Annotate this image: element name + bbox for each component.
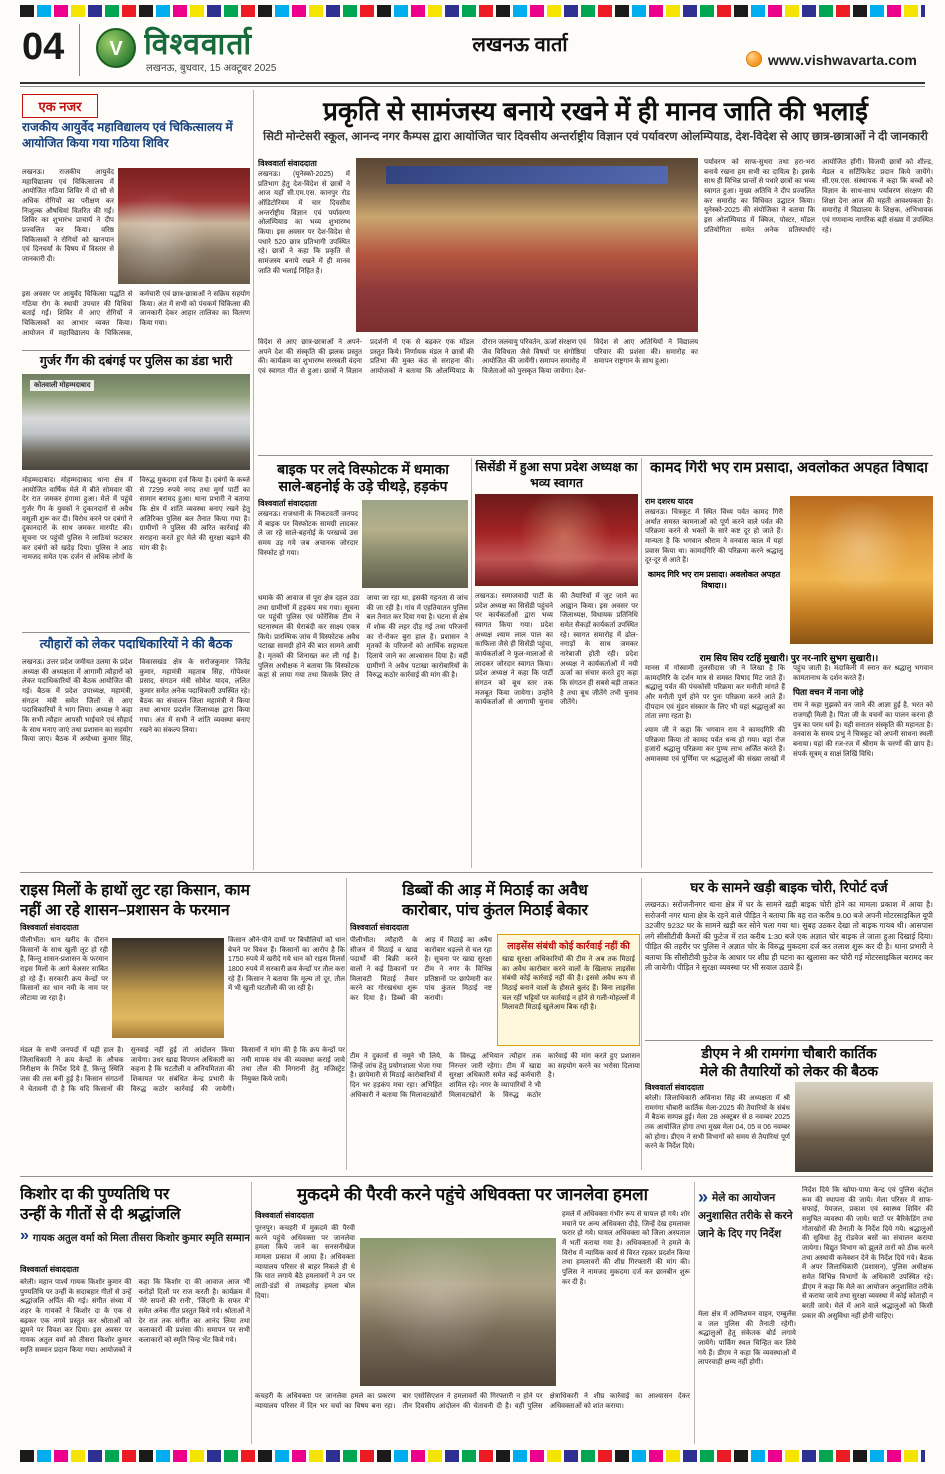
dm-col-narrow: मेला क्षेत्र में अग्निशमन वाहन, एम्बुलेंस व जल पुलिस की तैनाती रहेगी। श्रद्धालुओं हेतु संकेतक बोर्ड लगाये जायेंगे। पार्किंग स्थल चिन्हित कर लिये गये हैं। डीएम ने कहा कि व्यवस्थाओं में लापरवाही क्षम्य नहीं होगी। <box>698 1311 796 1367</box>
dm-byline: विश्ववार्ता संवाददाता <box>645 1083 704 1092</box>
dm-bullet-text: मेले का आयोजन अनुशासित तरीके से करने जाने के दिए गए निर्देश <box>698 1192 793 1240</box>
sidebar-story2-photo <box>22 374 250 470</box>
sweets-highlight-body: खाद्य सुरक्षा अधिकारियों की टीम ने अब तक मिठाई का अवैध कारोबार करने वालों के खिलाफ लाइसेंस संबंधी कोई कार्रवाई नहीं की है। इससे अवैध रूप से मिठाई बनाने वालों के हौसले बुलंद हैं। बिना लाइसेंस चल रहीं भट्टियों पर कार्रवाई न होने से गली-मोहल्लों में मिलावटी मिठाई खुलेआम बिक रही है। <box>502 956 635 1012</box>
kamad-intro-block <box>645 508 783 644</box>
rice-byline: विश्ववार्ता संवाददाता <box>20 923 79 932</box>
masthead-dateline: लखनऊ, बुधवार, 15 अक्टूबर 2025 <box>146 63 277 74</box>
sidebar-story1-body: लखनऊ। राजकीय आयुर्वेद महाविद्यालय एवं चिकित्सालय में आयोजित गठिया शिविर में दो सौ से अधिक रोगियों का परीक्षण कर निःशुल्क औषधियां वितरित की गईं। शिविर का शुभारंभ प्राचार्य ने दीप प्रज्वलित कर किया। वरिष्ठ चिकित्सकों ने रोगियों को खानपान एवं दिनचर्या के विषय में विस्तार से जानकारी दी। <box>22 169 114 263</box>
sidebar-story3-body: लखनऊ। उत्तर प्रदेश जमीयत उलमा के प्रदेश अध्यक्ष की अध्यक्षता में आगामी त्यौहारों को लेकर पदाधिकारियों की बैठक आयोजित की गई। बैठक में प्रदेश उपाध्यक्ष, महामंत्री, संगठन मंत्री समेत जिलों से आए पदाधिकारियों ने भाग लिया। अध्यक्ष ने कहा कि सभी त्यौहार आपसी भाईचारे एवं सौहार्द के साथ मनाए जाएं तथा प्रशासन का सहयोग किया जाए। बैठक में अयोध्या कुमार सिंह, विकासखंड क्षेत्र के सरोजकुमार जितेंद्र कुमार, महामंत्री महताब सिंह, गोपेश्वर प्रसाद, संगठन मंत्री सोमेश यादव, ललित कुमार समेत अनेक पदाधिकारी उपस्थित रहे। बैठक का संचालन जिला महामंत्री ने किया तथा आभार प्रदर्शन जिलाध्यक्ष द्वारा किया गया। अंत में सभी ने शांति व्यवस्था बनाए रखने का संकल्प लिया। <box>22 659 250 744</box>
sidebar-story2-body: मोहम्मदाबाद। मोहम्मदाबाद थाना क्षेत्र में आयोजित वार्षिक मेले में बीते सोमवार की देर रात जमकर हंगामा हुआ। मेले में पहुंचे गुर्जर गैंग के युवकों ने दुकानदारों से अवैध वसूली शुरू कर दी। विरोध करने पर दबंगों ने दुकानदारों के साथ जमकर मारपीट की। सूचना पर पहुंची पुलिस ने लाठियां फटकार कर दबंगों को खदेड़ दिया। पुलिस ने आठ नामजद समेत एक दर्जन से अधिक लोगों के विरुद्ध मुकदमा दर्ज किया है। दबंगों के कब्जे से 7299 रुपये नगद तथा मुर्गा पार्टी का सामान बरामद हुआ। थाना प्रभारी ने बताया कि क्षेत्र में शांति व्यवस्था बनाए रखने हेतु अतिरिक्त पुलिस बल तैनात किया गया है। ग्रामीणों ने पुलिस की त्वरित कार्रवाई की सराहना करते हुए मेले की सुरक्षा बढ़ाने की मांग की है। <box>22 477 250 562</box>
dm-headline-2: मेले की तैयारियों को लेकर की बैठक <box>699 1063 878 1079</box>
advocate-bottom: कचहरी के अधिवक्ता पर जानलेवा हमले का प्रकरण न्यायालय परिसर में दिन भर चर्चा का विषय बना रहा। बार एसोसिएशन ने हमलावरों की गिरफ्तारी न होने पर तीन दिवसीय आंदोलन की चेतावनी दी है। वहीं पुलिस क्षेत्राधिकारी ने शीघ्र कार्रवाई का आश्वासन देकर अधिवक्ताओं को शांत कराया। <box>255 1393 690 1410</box>
theft-body: लखनऊ। सरोजनीनगर थाना क्षेत्र में घर के सामने खड़ी बाइक चोरी होने का मामला प्रकाश में आया है। सरोजनी नगर थाना क्षेत्र के रहने वाले पीड़ित ने बताया कि वह रात करीब 9.00 बजे अपनी मोटरसाइकिल यूपी 32जीए 9232 घर के सामने खड़ी कर सोने चला गया था। सुबह उठकर देखा तो बाइक गायब थी। आसपास लगे सीसीटीवी कैमरों की फुटेज में रात करीब 1:30 बजे एक अज्ञात चोर बाइक ले जाता हुआ दिखाई दिया। पीड़ित की तहरीर पर पुलिस ने अज्ञात चोर के विरुद्ध मुकदमा दर्ज कर तलाश शुरू कर दी है। थाना प्रभारी ने बताया कि सीसीटीवी फुटेज के आधार पर शीघ्र ही घटना का खुलासा कर चोरी गई मोटरसाइकिल बरामद कर ली जायेगी। पीड़ित ने सुरक्षा व्यवस्था पर भी सवाल उठाये हैं। <box>645 900 933 972</box>
lead-subhead: सिटी मोन्टेसरी स्कूल, आनन्द नगर कैम्पस द्वारा आयोजित चार दिवसीय अन्तर्राष्ट्रीय विज्ञान एवं पर्यावरण ओलम्पियाड, देश-विदेश से आए छात्र-छात्राओं ने दी जानकारी <box>263 131 928 143</box>
sweets-headline-1: डिब्बों की आड़ में मिठाई का अवैध <box>402 882 588 899</box>
lead-col-left: लखनऊ। (यूनेस्को-2025) में प्रतिभाग हेतु देश-विदेश से छात्रों ने आज यहाँ सी.एम.एस. कानपुर रोड ऑडिटोरियम में चार दिवसीय अन्तर्राष्ट्रीय विज्ञान एवं पर्यावरण ओलम्पियाड का भव्य शुभारम्भ किया। इस अवसर पर देश-विदेश से पधारे 520 छात्र प्रतिभागी उपस्थित रहे। छात्रों ने कहा कि प्रकृति से सामंजस्य बनाये रखने में ही मानव जाति की भलाई निहित है। <box>258 171 350 275</box>
sidebar-story1-headline: राजकीय आयुर्वेद महाविद्यालय एवं चिकित्सालय में आयोजित किया गया गठिया शिविर <box>22 120 233 150</box>
globe-icon <box>746 51 762 67</box>
blast-headline-2: साले-बहनोई के उड़े चीथड़े, हड़कंप <box>278 478 448 494</box>
kamad-body-block <box>645 664 933 866</box>
sweets-byline: विश्ववार्ता संवाददाता <box>350 923 409 932</box>
dm-headline-1: डीएम ने श्री रामगंगा चौबारी कार्तिक <box>701 1045 877 1061</box>
blast-photo <box>362 500 468 588</box>
sidebar-story2-photo-sign: कोतवाली मोहम्मदाबाद <box>30 380 94 391</box>
kishore-bullet-row <box>20 1228 250 1262</box>
sweets-body: टीम ने दुकानों से नमूने भी लिये, जिन्हें जांच हेतु प्रयोगशाला भेजा गया है। छापेमारी से मिठाई कारोबारियों में दिन भर हड़कंप मचा रहा। अभिहित अधिकारी ने बताया कि मिलावटखोरों के विरुद्ध अभियान त्यौहार तक निरन्तर जारी रहेगा। टीम में खाद्य सुरक्षा अधिकारी समेत कई कर्मचारी शामिल रहे। नगर के व्यापारियों ने भी मिलावटखोरों के विरुद्ध कठोर कार्रवाई की मांग करते हुए प्रशासन का सहयोग करने का भरोसा दिलाया है। <box>350 1053 640 1099</box>
sapa-headline: सिसेंडी में हुआ सपा प्रदेश अध्यक्ष का भव्य स्वागत <box>475 460 638 490</box>
sidebar-story2-headline: गुर्जर गैंग की दबंगई पर पुलिस का डंडा भारी <box>39 354 233 368</box>
advocate-col-right: हमले में अधिवक्ता गंभीर रूप से घायल हो गये। शोर मचाने पर अन्य अधिवक्ता दौड़े, जिन्हें देख हमलावर फरार हो गये। घायल अधिवक्ता को जिला अस्पताल में भर्ती कराया गया है। अधिवक्ताओं ने हमले के विरोध में न्यायिक कार्य से विरत रहकर प्रदर्शन किया तथा हमलावरों की शीघ्र गिरफ्तारी की मांग की। पुलिस ने नामजद मुकदमा दर्ज कर छानबीन शुरू कर दी है। <box>562 1211 690 1286</box>
kishore-headline-1: किशोर दा की पुण्यतिथि पर <box>20 1186 170 1203</box>
rice-intro: पीलीभीत। धान खरीद के दौरान किसानों के साथ खुली लूट हो रही है, किन्तु शासन-प्रशासन के फरमान राइस मिलों के आगे बेअसर साबित हो रहे हैं। सरकारी क्रय केन्द्रों पर किसानों का धान नमी के नाम पर लौटाया जा रहा है। <box>20 937 108 1002</box>
kamad-subhead-2: पिता वचन में नाना जोड़े <box>793 687 864 698</box>
kamad-mid: मानस में गोस्वामी तुलसीदास जी ने लिखा है कि कामदगिरि के दर्शन मात्र से समस्त विषाद मिट जाते हैं। श्रद्धालु पर्वत की पंचकोसी परिक्रमा कर मनौती मांगते हैं और मनौती पूर्ण होने पर पुनः परिक्रमा करने आते हैं। दीपदान एवं मुंडन संस्कार के लिए भी यहां श्रद्धालुओं का तांता लगा रहता है। <box>645 665 785 721</box>
advocate-headline: मुकदमे की पैरवी करने पहुंचे अधिवक्ता पर जानलेवा हमला <box>296 1185 649 1204</box>
kishore-bullet: गायक अतुल वर्मा को मिला तीसरा किशोर कुमार स्मृति सम्मान <box>32 1233 250 1244</box>
chevron-icon: » <box>20 1228 29 1244</box>
rice-body: मंडल के सभी जनपदों में यही हाल है। जिलाधिकारी ने क्रय केन्द्रों के औचक निरीक्षण के निर्देश दिये हैं, किन्तु स्थिति जस की तस बनी हुई है। किसान संगठनों ने चेतावनी दी है कि यदि किसानों की सुनवाई नहीं हुई तो आंदोलन किया जायेगा। उधर खाद्य विपणन अधिकारी का कहना है कि घटतौली व अनियमितता की शिकायत पर संबंधित केन्द्र प्रभारी के विरुद्ध कठोर कार्रवाई की जायेगी। किसानों ने मांग की है कि क्रय केन्द्रों पर नमी मापक यंत्र की व्यवस्था कराई जाये तथा तौल की निगरानी हेतु मजिस्ट्रेट नियुक्त किये जायें। <box>20 1047 345 1093</box>
sweets-headline-2: कारोबार, पांच कुंतल मिठाई बेकार <box>402 902 588 919</box>
sweets-intro: पीलीभीत। त्यौहारी के सीजन में मिठाई व खाद्य पदार्थों की बिक्री करने वालों ने कई ठिकानों पर मिलावटी मिठाई तैयार करने का गोरखधंधा शुरू कर दिया है। डिब्बों की आड़ में मिठाई का अवैध कारोबार धड़ल्ले से चल रहा है। सूचना पर खाद्य सुरक्षा टीम ने नगर के विभिन्न प्रतिष्ठानों पर छापेमारी कर पांच कुंतल मिठाई नष्ट करायी। <box>350 937 492 1002</box>
sidebar-story1-body2: इस अवसर पर आयुर्वेद चिकित्सा पद्धति से गठिया रोग के स्थायी उपचार की विधियां बताई गईं। शिविर में आए रोगियों ने चिकित्सकों का आभार व्यक्त किया। आयोजन में महाविद्यालय के चिकित्सक, कर्मचारी एवं छात्र-छात्राओं ने सक्रिय सहयोग किया। अंत में सभी को पंचकर्म चिकित्सा की जानकारी देकर आहार तालिका का वितरण किया गया। <box>22 291 250 337</box>
theft-headline: घर के सामने खड़ी बाइक चोरी, रिपोर्ट दर्ज <box>690 880 888 895</box>
sidebar-story3-headline: त्यौहारों को लेकर पदाधिकारियों ने की बैठक <box>39 637 233 651</box>
rice-headline-1: राइस मिलों के हाथों लुट रहा किसान, काम <box>20 882 250 899</box>
sidebar-story1-photo <box>118 168 250 284</box>
blast-headline-1: बाइक पर लदे विस्फोटक में धमाका <box>277 461 449 477</box>
dm-body: बरेली। जिलाधिकारी अविनाश सिंह की अध्यक्षता में श्री रामगंगा चौबारी कार्तिक मेला-2025 की तैयारियों के संबंध में बैठक सम्पन्न हुई। मेला 28 अक्टूबर से 8 नवम्बर 2025 तक आयोजित होगा तथा मुख्य मेला 04, 05 व 06 नवम्बर को होगा। डीएम ने सभी विभागों को समय से तैयारियां पूर्ण करने के निर्देश दिये। <box>645 1095 790 1151</box>
rice-mid: किसान औने-पौने दामों पर बिचौलियों को धान बेचने पर विवश हैं। किसानों का आरोप है कि 1750 रुपये में खरीदे गये धान को राइस मिलर्स 1800 रुपये में सरकारी क्रय केन्द्रों पर तौल करा रहे हैं। किसान ने बताया कि मूल्य तो दूर, तौल में भी खुली घटतौली की जा रही है। <box>228 937 345 993</box>
lead-photo <box>356 158 698 332</box>
dm-bullet-block <box>698 1188 796 1306</box>
lead-photo-banner <box>386 166 668 184</box>
website-url: www.vishwavarta.com <box>768 52 917 68</box>
kishore-byline: विश्ववार्ता संवाददाता <box>20 1265 79 1274</box>
cmyk-registration-bar-top <box>20 5 925 17</box>
kamad-shloka-1: कामद गिरि भए राम प्रसादा। अवलोकत अपहत विषादा।। <box>647 569 781 590</box>
lead-col-bottom: विदेश से आए छात्र-छात्राओं ने अपने-अपने देश की संस्कृति की झलक प्रस्तुत की। कार्यक्रम का शुभारम्भ सरस्वती वंदना एवं स्वागत गीत से हुआ। छात्रों ने विज्ञान प्रदर्शनी में एक से बढ़कर एक मॉडल प्रस्तुत किये। निर्णायक मंडल ने छात्रों की प्रतिभा की मुक्त कंठ से सराहना की। आयोजकों ने बताया कि ओलम्पियाड के दौरान जलवायु परिवर्तन, ऊर्जा संरक्षण एवं जैव विविधता जैसे विषयों पर संगोष्ठियां आयोजित की जायेंगी। समापन समारोह में विजेताओं को पुरस्कृत किया जायेगा। देश-विदेश से आए अतिथियों ने विद्यालय परिवार की प्रशंसा की। समारोह का समापन राष्ट्रगान के साथ हुआ। <box>258 339 698 375</box>
kamad-headline: कामद गिरी भए राम प्रसादा, अवलोकत अपहत विषादा <box>650 460 928 476</box>
kamad-shloka-2: राम सिय सिय रटहिं मुखारी। पुर नर-नारि सुभग सुखारी।। <box>699 653 879 663</box>
paper-logo: V <box>96 28 136 68</box>
blast-body: धमाके की आवाज से पूरा क्षेत्र दहल उठा तथा ग्रामीणों में हड़कंप मच गया। सूचना पर पहुंची पुलिस एवं फोरेंसिक टीम ने घटनास्थल की घेराबंदी कर साक्ष्य एकत्र किये। प्रारम्भिक जांच में विस्फोटक अवैध पटाखा सामग्री होने की बात सामने आयी है। मृतकों की शिनाख्त कर ली गई है। पुलिस अधीक्षक ने बताया कि विस्फोटक कहां से लाया गया तथा किसके लिए ले जाया जा रहा था, इसकी गहनता से जांच की जा रही है। गांव में एहतियातन पुलिस बल तैनात कर दिया गया है। घटना से क्षेत्र में शोक की लहर दौड़ गई तथा परिजनों का रो-रोकर बुरा हाल है। प्रशासन ने मृतकों के परिजनों को आर्थिक सहायता दिलाये जाने का आश्वासन दिया है। वहीं ग्रामीणों ने अवैध पटाखा कारोबारियों के विरुद्ध कठोर कार्रवाई की मांग की है। <box>258 595 468 680</box>
rice-headline-2: नहीं आ रहे शासन–प्रशासन के फरमान <box>20 902 230 919</box>
rice-photo <box>112 938 224 1038</box>
kamad-byline: राम दशरथ यादव <box>645 497 694 506</box>
kamad-body-last: राम ने कहा मुझको वन जाने की आज्ञा हुई है, भरत को राजगद्दी मिली है। पिता जी के वचनों का पालन करना ही पुत्र का परम धर्म है। यही सनातन संस्कृति की महानता है। वनवास के समय प्रभु ने चित्रकूट को अपनी साधना स्थली बनाया। यहां की रज-रज में श्रीराम के चरणों की छाप है। संपर्क सूत्रम् व साक्षं लिखिं विधि। <box>793 702 933 758</box>
lead-headline: प्रकृति से सामंजस्य बनाये रखने में ही मानव जाति की भलाई <box>323 96 868 126</box>
lead-byline: विश्ववार्ता संवाददाता <box>258 159 317 168</box>
lead-col-right: पर्यावरण को साफ-सुथरा तथा हरा-भरा बनाये रखना हम सभी का दायित्व है। इसके साथ ही विभिन्न प्रान्तों से पधारे छात्रों का भव्य स्वागत हुआ। मुख्य अतिथि ने दीप प्रज्वलित कर समारोह का विधिवत उद्घाटन किया। यूनेस्को-2025 की संयोजिका ने बताया कि इस ओलम्पियाड में क्विज, पोस्टर, मॉडल प्रतियोगिता समेत अनेक प्रतिस्पर्धाएं आयोजित होंगी। विजयी छात्रों को शील्ड, मेडल व सर्टिफिकेट प्रदान किये जायेंगे। सी.एम.एस. संस्थापक ने कहा कि बच्चों को विज्ञान के साथ-साथ पर्यावरण संरक्षण की शिक्षा देना आज की महती आवश्यकता है। समारोह में विद्यालय के शिक्षक, अभिभावक एवं गणमान्य नागरिक बड़ी संख्या में उपस्थित रहे। <box>704 159 933 234</box>
advocate-col-left: पूरनपुर। कचहरी में मुकदमे की पैरवी करने पहुंचे अधिवक्ता पर जानलेवा हमला किये जाने का सनसनीखेज मामला प्रकाश में आया है। अधिवक्ता न्यायालय परिसर से बाहर निकले ही थे कि घात लगाये बैठे हमलावरों ने उन पर लाठी-डंडों से ताबड़तोड़ हमला बोल दिया। <box>255 1225 355 1300</box>
masthead: विश्ववार्ता <box>144 28 253 61</box>
chevron-icon: » <box>698 1188 709 1207</box>
sapa-photo <box>475 494 638 586</box>
kishore-headline-2: उन्हीं के गीतों से दी श्रद्धांजलि <box>20 1206 181 1223</box>
blast-intro: लखनऊ। राजधानी के निकटवर्ती जनपद में बाइक पर विस्फोटक सामग्री लादकर ले जा रहे साले-बहनोई के परखच्चे उस समय उड़ गये जब अचानक जोरदार विस्फोट हो गया। <box>258 511 358 557</box>
sweets-highlight-title: लाइसेंस संबंधी कोई कार्रवाई नहीं की <box>507 941 630 952</box>
kamad-intro: लखनऊ। चित्रकूट में स्थित विंध्य पर्वत कामद गिरी अर्थात समस्त कामनाओं को पूर्ण करने वाले पर्वत की परिक्रमा करने से भक्तों के सारे कष्ट दूर हो जाते हैं। मान्यता है कि भगवान श्रीराम ने वनवास काल में यहां प्रवास किया था। कामदगिरि की परिक्रमा करने श्रद्धालु दूर-दूर से आते हैं। <box>645 509 783 565</box>
kishore-body: बरेली। महान पार्श्व गायक किशोर कुमार की पुण्यतिथि पर उन्हीं के सदाबहार गीतों से उन्हें श्रद्धांजलि अर्पित की गई। संगीत संध्या में शहर के गायकों ने किशोर दा के एक से बढ़कर एक नगमे प्रस्तुत कर श्रोताओं को झूमने पर विवश कर दिया। इस अवसर पर गायक अतुल वर्मा को तीसरा किशोर कुमार स्मृति सम्मान प्रदान किया गया। आयोजकों ने कहा कि किशोर दा की आवाज आज भी करोड़ों दिलों पर राज करती है। कार्यक्रम में 'मेरे सपनों की रानी', 'जिंदगी के सफर में' समेत अनेक गीत प्रस्तुत किये गये। श्रोताओं ने देर रात तक संगीत का आनंद लिया तथा कलाकारों की प्रशंसा की। समापन पर सभी कलाकारों को स्मृति चिन्ह भेंट किये गये। <box>20 1279 250 1354</box>
kamad-photo <box>790 496 933 644</box>
page-number: 04 <box>22 24 80 76</box>
section-title: लखनऊ वार्ता <box>472 34 568 56</box>
ek-najar-label: एक नजर <box>22 94 98 118</box>
advocate-photo <box>360 1238 556 1386</box>
blast-byline: विश्ववार्ता संवाददाता <box>258 499 317 508</box>
kamad-mid2: श्याम जी ने कहा कि भगवान राम ने कामदगिरि की परिक्रमा किया तो कामद पर्वत धन्य हो गया। यहां रोज हजारों श्रद्धालु परिक्रमा कर पुण्य लाभ अर्जित करते हैं। अमावस्या एवं पूर्णिमा पर श्रद्धालुओं की संख्या लाखों में पहुंच जाती है। मंदाकिनी में स्नान कर श्रद्धालु भगवान कामतानाथ के दर्शन करते हैं। <box>645 665 933 763</box>
cmyk-registration-bar-bottom <box>20 1450 925 1462</box>
sapa-body: लखनऊ। समाजवादी पार्टी के प्रदेश अध्यक्ष का सिसेंडी पहुंचने पर कार्यकर्ताओं द्वारा भव्य स्वागत किया गया। प्रदेश अध्यक्ष श्याम लाल पाल का काफिला जैसे ही सिसेंडी पहुंचा, कार्यकर्ताओं ने फूल-मालाओं से लादकर जोरदार स्वागत किया। प्रदेश अध्यक्ष ने कहा कि पार्टी संगठन को बूथ स्तर तक मजबूत किया जायेगा। उन्होंने कार्यकर्ताओं से आगामी चुनाव की तैयारियों में जुट जाने का आह्वान किया। इस अवसर पर जिलाध्यक्ष, विधायक प्रतिनिधि समेत सैकड़ों कार्यकर्ता उपस्थित रहे। स्वागत समारोह में ढोल-नगाड़ों के साथ जमकर नारेबाजी होती रही। प्रदेश अध्यक्ष ने कार्यकर्ताओं में नयी ऊर्जा का संचार करते हुए कहा कि संगठन ही सबसे बड़ी ताकत है तथा बूथ जीतेंगे तभी चुनाव जीतेंगे। <box>475 593 638 707</box>
dm-photo <box>795 1082 933 1172</box>
dm-col-wide-top: निर्देश दिये कि खोया-पाया केन्द्र एवं पुलिस कंट्रोल रूम की स्थापना की जाये। मेला परिसर में साफ-सफाई, पेयजल, प्रकाश एवं स्वास्थ्य शिविर की समुचित व्यवस्था की जाये। घाटों पर बैरिकेडिंग तथा गोताखोरों की तैनाती के निर्देश दिये गये। श्रद्धालुओं की सुविधा हेतु रोडवेज बसों का संचालन कराया जायेगा। विद्युत विभाग को झूलते तारों को ठीक करने तथा अस्थायी कनेक्शन देने के निर्देश दिये गये। बैठक में अपर जिलाधिकारी (प्रशासन), पुलिस अधीक्षक समेत विभिन्न विभागों के अधिकारी उपस्थित रहे। डीएम ने कहा कि मेले का आयोजन अनुशासित तरीके से कराया जाये तथा सुरक्षा व्यवस्था में कोई कोताही न बरती जाये। मेले में आने वाले श्रद्धालुओं को किसी प्रकार की असुविधा नहीं होनी चाहिए। <box>802 1187 933 1320</box>
sweets-highlight-box <box>497 934 640 1046</box>
advocate-byline: विश्ववार्ता संवाददाता <box>255 1211 314 1220</box>
